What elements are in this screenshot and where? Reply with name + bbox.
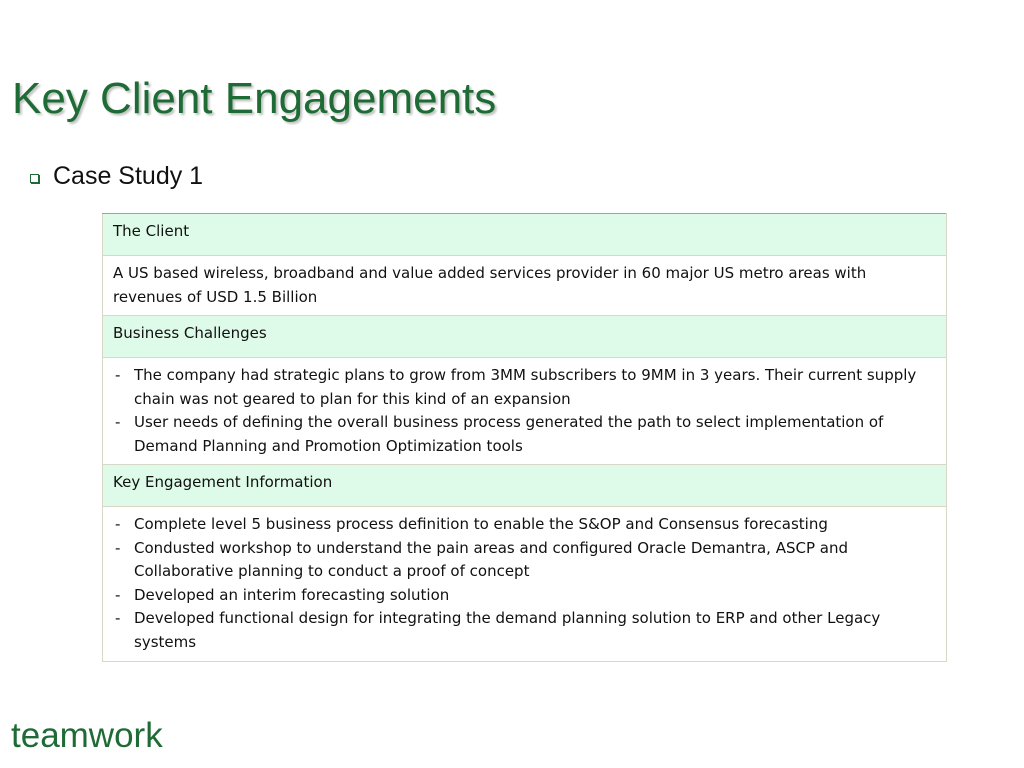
list-item: - User needs of defining the overall business process generated the path to select implementation of Demand Planning and Promotion Optimization tools (113, 411, 936, 458)
client-header-row (103, 214, 947, 256)
list-item: - The company had strategic plans to grow from 3MM subscribers to 9MM in 3 years. Their current supply chain was not geared to plan for this kind of an expansion (113, 364, 936, 411)
list-item: - Condusted workshop to understand the pain areas and configured Oracle Demantra, ASCP and Collaborative planning to conduct a proof of concept (113, 537, 936, 584)
challenges-list (113, 364, 936, 458)
challenges-body (103, 358, 947, 465)
page-title: Key Client Engagements (12, 74, 497, 123)
footer-brand: teamwork (11, 716, 163, 755)
challenges-header: Business Challenges (103, 316, 947, 358)
challenges-body-row (103, 358, 947, 465)
list-item: - Developed functional design for integrating the demand planning solution to ERP and other Legacy systems (113, 607, 936, 654)
engagement-header: Key Engagement Information (103, 465, 947, 507)
engagement-list (113, 513, 936, 654)
list-item: - Developed an interim forecasting solution (113, 584, 936, 608)
client-body-row (103, 256, 947, 316)
square-bullet-icon (30, 174, 39, 183)
client-header: The Client (103, 214, 947, 256)
challenges-header-row (103, 316, 947, 358)
list-item: - Complete level 5 business process definition to enable the S&OP and Consensus forecasting (113, 513, 936, 537)
engagement-header-row (103, 465, 947, 507)
case-study-table (102, 213, 947, 662)
client-description: A US based wireless, broadband and value added services provider in 60 major US metro areas with revenues of USD 1.5 Billion (103, 256, 947, 316)
subtitle-text: Case Study 1 (53, 162, 204, 190)
engagement-body-row (103, 507, 947, 662)
subtitle (30, 162, 203, 191)
engagement-body (103, 507, 947, 662)
